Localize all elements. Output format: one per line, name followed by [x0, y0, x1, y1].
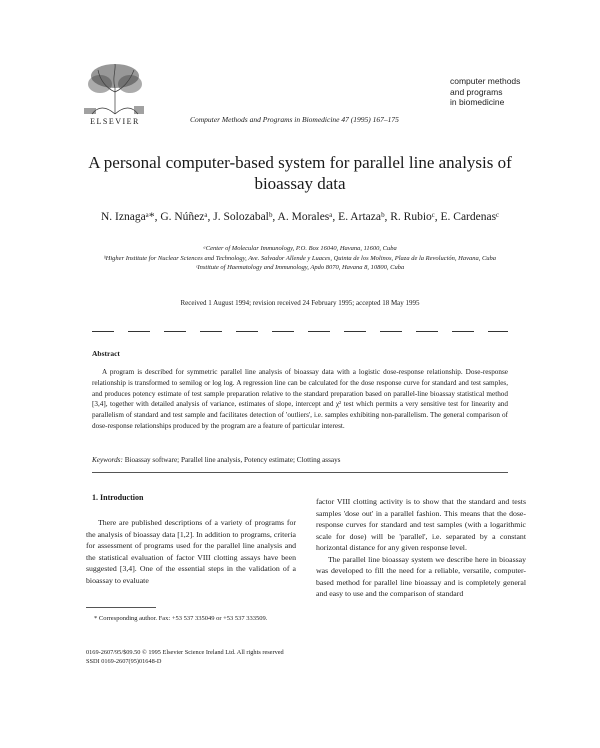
- body-column-left: [86, 517, 296, 586]
- keywords: [92, 456, 508, 464]
- separator-rule: [92, 472, 508, 473]
- journal-title-line: and programs: [450, 86, 503, 97]
- paragraph: The parallel line bioassay system we describe here in bioassay was developed to fill the need for a reliable, versatile, computer-based method for parallel line bioassay and is completely general and easy to use and the comparison of standard: [316, 554, 526, 598]
- section-heading: 1. Introduction: [92, 493, 144, 502]
- affiliation: ᵃCenter of Molecular Immunology, P.O. Box 16040, Havana, 11600, Cuba: [203, 245, 397, 252]
- paper-title: A personal computer-based system for parallel line analysis of bioassay data: [88, 153, 512, 193]
- footnote: * Corresponding author. Fax: +53 537 335049 or +53 537 333509.: [94, 615, 268, 622]
- affiliation: ᵇHigher Institute for Nuclear Sciences and Technology, Ave. Salvador Allende y Luaces, Quinta de los Molinos, Plaza de la Revolución, Havana, Cuba: [103, 254, 497, 262]
- keywords-text: Bioassay software; Parallel line analysis, Potency estimate; Clotting assays: [124, 456, 341, 464]
- footnote-rule: [86, 607, 156, 608]
- journal-citation: Computer Methods and Programs in Biomedicine 47 (1995) 167–175: [190, 115, 399, 124]
- ssdi-line: SSDI 0169-2607(95)01648-D: [86, 657, 162, 665]
- abstract-text: A program is described for symmetric parallel line analysis of bioassay data with a logistic dose-response relationship. Dose-response relationship is transformed to semilog or log log. A regression line can be calculated for the dose response curve for standard and test samples, and produces potency estimate of test sample preparation relative to the standard preparation based on parallel-line bioassay statistical method [3,4], together with detailed analysis of variance, estimates of slope, intercept and χ² test which permits a very sensitive test for linearity and parallelism of standard and test sample and facilitates detection of 'outliers', i.e. samples exhibiting non-parallelism. The general comparison of dose-response relationships produced by the program are a feature of particular interest.: [92, 368, 508, 430]
- abstract-heading: Abstract: [92, 349, 120, 358]
- paragraph: factor VIII clotting activity is to show that the standard and tests samples 'dose out' in a parallel fashion. This means that the dose-response curves for standard and test samples (with a logarithmic scale for dose) will be 'parallel', i.e. separated by a constant horizontal distance for any given response level.: [316, 497, 526, 552]
- affiliations: [70, 244, 530, 273]
- publisher-name: ELSEVIER: [90, 117, 140, 126]
- journal-title-line: in biomedicine: [450, 97, 505, 107]
- keywords-label: Keywords:: [92, 456, 123, 464]
- copyright: [86, 649, 284, 666]
- journal-title-line: computer methods: [450, 76, 521, 86]
- affiliation: ᶜInstitute of Haematology and Immunology, Apdo 8070, Havana 8, 10800, Cuba: [195, 264, 405, 271]
- body-column-right: [316, 496, 526, 600]
- copyright-line: 0169-2607/95/$09.50 © 1995 Elsevier Science Ireland Ltd. All rights reserved: [86, 649, 284, 656]
- journal-title: [450, 76, 520, 108]
- received-dates: Received 1 August 1994; revision received 24 February 1995; accepted 18 May 1995: [180, 299, 420, 307]
- paragraph: There are published descriptions of a variety of programs for the analysis of bioassay data [1,2]. In addition to programs, criteria for assessment of programs used for the parallel line analysis and the statistical evaluation of factor VIII clotting assays have been suggested [3,4]. One of the essential steps in the validation of a bioassay to evaluate: [86, 518, 296, 585]
- separator-dashed: [92, 331, 508, 332]
- author-list: N. Iznagaᵃ*, G. Núñezᵃ, J. Solozabalᵇ, A. Moralesᵃ, E. Artazaᵇ, R. Rubioᶜ, E. Cardenasᶜ: [100, 211, 499, 223]
